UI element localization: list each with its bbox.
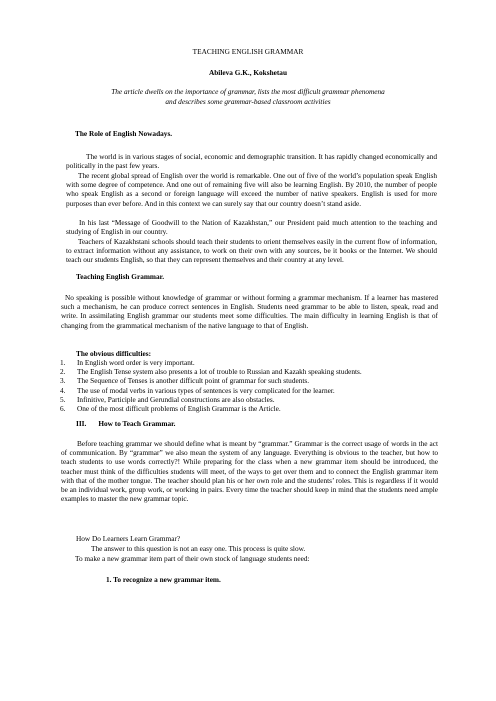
list-item: 2. The English Tense system also presents a lot of trouble to Russian and Kazakh speaking students. [60, 367, 362, 377]
paragraph-need: To make a new grammar item part of their own stock of language students need: [75, 554, 310, 563]
step-recognize: 1. To recognize a new grammar item. [106, 575, 221, 584]
abstract-line-2: and describes some grammar-based classroom activities [165, 97, 331, 106]
difficulties-heading: The obvious difficulties: [76, 349, 152, 358]
paragraph-how-to-teach: Before teaching grammar we should define what is meant by “grammar.” Grammar is the correct usage of words in the act of communication. By “grammar” we also mean the system of any language. Everything is obvious to the teacher, but how to teach students to use words correctly?! While preparing for the class when a new grammar item should be introduced, the teacher must think of the difficulties students will meet, of the ways to get over them and to connect the English grammar item with that of the mother tongue. The teacher should plan his or her own role and the students’ roles. This is regardless if it would be an individual work, group work, or working in pairs. Every time the teacher should keep in mind that the students need ample examples to master the new grammar topic. [61, 439, 438, 504]
section-heading-role: The Role of English Nowadays. [75, 129, 173, 138]
list-item: 1. In English word order is very important. [60, 358, 195, 367]
paragraph-global-spread: The recent global spread of English over the world is remarkable. One out of five of the world’s population speak English with some degree of competence. And one out of remaining five will also be learning English. By 2010, the number of people who speak English as a second or foreign language will exceed the number of native speakers. English is used for more purposes than ever before. And in this context we can surely say that our country doesn’t stand aside. [66, 171, 437, 208]
paragraph-president-message: In his last “Message of Goodwill to the Nation of Kazakhstan,” our President paid much attention to the teaching and studying of English in our country. [66, 218, 437, 237]
difficulties-list [60, 358, 362, 413]
paragraph-teachers: Teachers of Kazakhstani schools should teach their students to orient themselves easily in the current flow of information, to extract information without any assistance, to work on their own with any sources, be it books or the Internet. We should teach our students English, so that they can represent themselves and their country at any level. [66, 237, 437, 265]
document-title: TEACHING ENGLISH GRAMMAR [192, 47, 304, 56]
section-heading-how-to-teach [76, 419, 176, 428]
abstract-line-1: The article dwells on the importance of grammar, lists the most difficult grammar phenomena [111, 87, 385, 96]
paragraph-transition: The world is in various stages of social, economic and demographic transition. It has rapidly changed economically and politically in the past few years. [66, 152, 437, 171]
list-item: 6. One of the most difficult problems of English Grammar is the Article. [60, 404, 281, 414]
paragraph-grammar-mechanism: No speaking is possible without knowledge of grammar or without forming a grammar mechanism. If a learner has mastered such a mechanism, he can produce correct sentences in English. Students need grammar to be able to listen, speak, read and write. In assimilating English grammar our students meet some difficulties. The main difficulty in learning English is that of changing from the grammatical mechanism of the native language to that of English. [61, 293, 438, 330]
list-item: 3. The Sequence of Tenses is another difficult point of grammar for such students. [60, 376, 310, 386]
list-item: 5. Infinitive, Participle and Gerundial constructions are also obstacles. [60, 394, 275, 404]
section-number: III. [76, 419, 87, 428]
paragraph-answer: The answer to this question is not an easy one. This process is quite slow. [91, 544, 306, 553]
section-heading-learners: How Do Learners Learn Grammar? [76, 534, 181, 543]
section-heading-grammar: Teaching English Grammar. [76, 272, 165, 281]
list-item: 4. The use of modal verbs in various types of sentences is very complicated for the learner. [60, 385, 335, 395]
section-title: How to Teach Grammar. [98, 419, 176, 428]
author-line: Abileva G.K., Kokshetau [208, 68, 288, 77]
